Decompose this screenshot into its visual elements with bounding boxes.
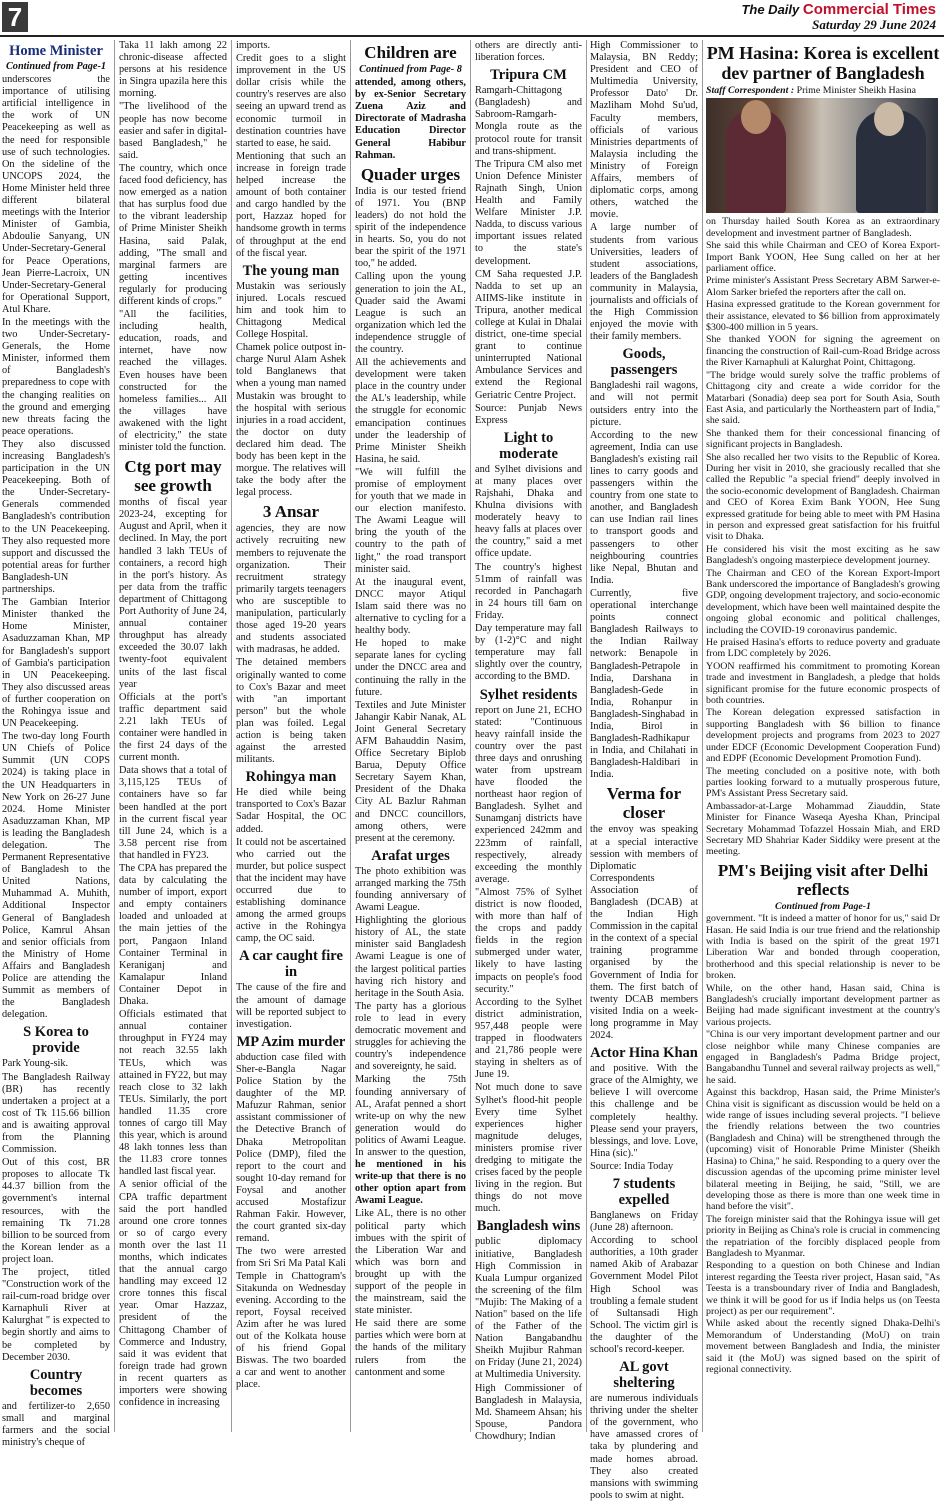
issue-date: Saturday 29 June 2024	[812, 17, 936, 32]
paragraph: imports.	[236, 40, 271, 51]
paragraph: He hoped to make separate lanes for cycling under the DNCC area and continuing the rally in the future.	[355, 638, 466, 698]
paragraph: the envoy was speaking at a special interactive session with members of Diplomatic Correspondents Association of Bangladesh (DCAB) at the Indian High Commission in the capital in the context of a special training programme organised by the Government of India for them. The first batch of twenty DCAB members visited India on a week-long programme in May 2024.	[590, 824, 698, 1042]
paragraph: Prime minister's Assistant Press Secretary ABM Sarwer-e-Alom Sarker briefed the reporters after the call on.	[706, 275, 940, 298]
paragraph: The detained members originally wanted to come to Cox's Bazar and meet with "an important person" but the whole plan was foiled. Legal action is being taken against the arrested militants.	[236, 657, 346, 766]
paragraph: Day temperature may fall by (1-2)°C and night temperature may fall slightly over the country, according to the BMD.	[475, 623, 582, 683]
paragraph: Out of this cost, BR proposes to allocate Tk 44.37 billion from the government's internal resources, with the remaining Tk 71.28 billion to be sourced from the Korean lender as a project loan.	[2, 1157, 110, 1265]
paragraph: In the meetings with the two Under-Secretary-Generals, the Home Minister, informed them of Bangladesh's preparedness to cope with the changing realities on the ground and emerging new threats facing the peace operations.	[2, 316, 110, 437]
paragraph: others are directly anti-liberation forces.	[475, 40, 582, 64]
masthead	[0, 0, 944, 36]
byline-lead: Prime Minister Sheikh Hasina	[796, 85, 916, 96]
paragraph: "We will fulfill the promise of employment for youth that we made in our election manifesto. The Awami League will bring the youth of the country to the path of light," the road transport minister said.	[355, 466, 466, 575]
newspaper-brand[interactable]	[741, 1, 936, 18]
paragraph: CM Saha requested J.P. Nadda to set up an AIIMS-like institute in Tripura, another medical college at Kulai in Dhalai district, one-time special grant to continue uninterrupted National Ambulance Services and extend the Regional Geriatric Centre Project.	[475, 268, 582, 401]
paragraph: High Commissioner to Malaysia, BN Reddy; President and CEO of Multimedia University, Professor Dato' Dr. Mazliham Mohd Su'ud, Faculty members, officials of various Ministries departments of Malaysia including the Ministry of Foreign Affairs, members of diplomatic corps, among others, watched the movie.	[590, 40, 698, 221]
paragraph: YOON reaffirmed his commitment to promoting Korean trade and investment in Bangladesh, a pledge that holds significant promise for the future economic prospects of both countries.	[706, 660, 940, 707]
paragraph: Mustakin was seriously injured. Locals rescued him and took him to Chittagong Medical College Hospital.	[236, 280, 346, 341]
column-divider	[350, 40, 351, 1432]
paragraph: public diplomacy initiative, Bangladesh High Commission in Kuala Lumpur organized the screening of the film "Mujib: The Making of a Nation" based on the life of the Father of the Nation Bangabandhu Sheikh Mujibur Rahman on Friday (June 21, 2024) at Multimedia University.	[475, 1236, 582, 1381]
paragraph: Mentioning that such an increase in foreign trade helped increase the amount of both container and cargo handled by the port, Hazzaz hoped for handsome growth in terms of throughput at the end of the fiscal year.	[236, 150, 346, 259]
paragraph: Chamek police outpost in-charge Nurul Alam Ashek told Banglanews that when a young man named Mustakin was brought to the hospital with serious injuries in a road accident, the doctor on duty declared him dead. The body has been kept in the morgue. The relatives will take the body after the legal process.	[236, 342, 346, 499]
paragraph: Responding to a question on both Chinese and Indian interest regarding the Teesta river project, Hasan said, "As Teesta is a transboundary river of India and Bangladesh, we think it will be good for us if India helps us (on Teesta project) as per our requirement".	[706, 1260, 940, 1317]
continued-note: Continued from Page-1	[774, 900, 871, 912]
paragraph: The photo exhibition was arranged marking the 75th founding anniversary of Awami League.	[355, 865, 466, 914]
paragraph: and fertilizer-to 2,650 small and marginal farmers and the social ministry's cheque of	[2, 1400, 110, 1449]
continued-note: Continued from Page-1	[5, 61, 107, 72]
paragraph: Currently, five operational interchange points connect Bangladesh Railways to the Indian Railway network: Benapole in Bangladesh-Petrapole in India, Darshana in Bangladesh-Gede in India, Rohanpur in Bangladesh-Singhabad in India, Birol in Bangladesh-Radhikapur in India, and Chilahati in Bangladesh-Haldibari in India.	[590, 587, 698, 781]
headline-car-fire[interactable]: A car caught fire in	[239, 948, 343, 981]
paragraph: Source: Punjab News Express	[475, 402, 582, 426]
headline-ctg-port[interactable]: Ctg port may see growth	[124, 457, 222, 496]
headline-verma[interactable]: Verma for closer	[606, 784, 682, 823]
headline-bangladesh-wins[interactable]: Bangladesh wins	[476, 1218, 581, 1235]
headline-goods-passengers[interactable]: Goods, passengers	[610, 346, 678, 379]
paragraph: The cause of the fire and the amount of damage will be reported subject to investigation.	[236, 982, 346, 1030]
paragraph: Like AL, there is no other political party which imbues with the spirit of the Liberation War and which was born and brought up with the support of the people in the mainstream, said the state minister.	[355, 1208, 466, 1317]
headline-tripura-cm[interactable]: Tripura CM	[490, 67, 567, 84]
paragraph: A senior official of the CPA traffic department said the port handled around one crore tonnes or so of cargo every month over the last 11 months, which indicates that the annual cargo handling may exceed 12 crore tonnes this fiscal year. Omar Hazzaz, president of the Chittagong Chamber of Commerce and Industry, said it was evident that foreign trade had grown in recent quarters as importers were showing confidence in increasing	[119, 1179, 227, 1409]
column-divider	[702, 40, 703, 1432]
brand-name: Commercial Times	[802, 1, 936, 18]
paragraph: The CPA has prepared the data by calculating the number of import, export and empty containers loaded and unloaded at the main jetties of the port, Pangaon Inland Container Terminal in Keraniganj and Kamalapur Inland Container Depot in Dhaka.	[119, 863, 227, 1008]
paragraph: on Thursday hailed South Korea as an extraordinary development and investment partner of Bangladesh.	[706, 216, 940, 239]
paragraph: Against this backdrop, Hasan said, the Prime Minister's China visit is significant as discussion would be held on a wide range of issues including several projects. "I believe the friendly relations between the two countries (Bangladesh and China) will be strengthened through the (upcoming) visit of Honorable Prime Minister (Sheikh Hasina) to China," he said. Responding to a query over the discussion agendas of the upcoming prime minister level bilateral meeting in Beijing, he said, "Still, we are developing those as there is more than one week time in hand before the visit".	[706, 1087, 940, 1213]
paragraph: government. "It is indeed a matter of honor for us," said Dr Hasan. He said India is our true friend and the relationship with India is based on the spirit of the great 1971 Liberation War and bonded through cooperation, brotherhood and this special relationship is never to be broken.	[706, 913, 940, 982]
paragraph: She also recalled her two visits to the Republic of Korea. During her visit in 2010, she graciously recalled that she called the Republic "a special friend" deeply involved in the socio-economic development of Bangladesh. Chairman and CEO of Korea Exim Bank YOON, Hee Sung expressed gratitude for being able to meet with PM Hasina in person and expressed great satisfaction for his fruitful visit to Dhaka.	[706, 451, 940, 543]
headline-rohingya-man[interactable]: Rohingya man	[245, 769, 337, 786]
headline-pm-hasina-korea[interactable]: PM Hasina: Korea is excellent dev partner of Bangladesh	[706, 43, 940, 83]
column-5	[475, 40, 582, 1442]
paragraph: The two-day long Fourth UN Chiefs of Police Summit (UN COPS 2024) is taking place in the UN Headquarters in New York on 26-27 June 2024. Home Minister Asaduzzaman Khan, MP is leading the Bangladesh delegation. The Permanent Representative of Bangladesh to the United Nations, Muhammad A. Muhith, Additional Inspector General of Bangladesh Police, Kamrul Ahsan and senior officials from the Ministry of Home Affairs and Bangladesh Police are attending the Summit as members of the Bangladesh delegation.	[2, 731, 110, 1021]
paragraph: While, on the other hand, Hasan said, China is Bangladesh's crucially important development partner as Beijing had made significant investment at the country's various projects.	[706, 982, 940, 1028]
paragraph: While asked about the recently signed Dhaka-Delhi's Memorandum of Understanding (MoU) on train movement between Bangladesh and India, the minister said it (the MoU) was signed based on the spirit of regional connectivity.	[706, 1318, 940, 1375]
headline-s-korea[interactable]: S Korea to provide	[23, 1024, 89, 1057]
paragraph: Credit goes to a slight improvement in the US dollar crisis while the country's reserves are also seeing an upward trend as economic turmoil in destination countries have started to ease, he said.	[236, 53, 346, 149]
paragraph: Textiles and Jute Minister Jahangir Kabir Nanak, AL Joint General Secretary AFM Bahauddin Nasim, Office Secretary Biplob Barua, Deputy Office Secretary Sayem Khan, President of the Dhaka City AL Bazlur Rahman and DNCC councillors, among others, were present at the ceremony.	[355, 699, 466, 844]
paragraph: and positive. With the grace of the Almighty, we believe I will overcome this challenge and be completely healthy. Please send your prayers, blessings, and love. Love, Hina (sic)."	[590, 1063, 698, 1159]
paragraph: are numerous individuals thriving under the shelter of the government, who have amassed crores of taka by plundering and made homes abroad. They also created mansions with swimming pools to swim at night.	[590, 1393, 698, 1501]
headline-children[interactable]: Children are	[364, 43, 457, 62]
paragraph: The meeting concluded on a positive note, with both parties looking forward to a mutually prosperous future, PM's Assistant Press Secretary said.	[706, 765, 940, 800]
paragraph: All the achievements and development were taken place in the country under the AL's leadership, while the struggle for economic emancipation continues under the leadership of Prime Minister Sheikh Hasina, he said.	[355, 357, 466, 465]
column-divider	[586, 40, 587, 1432]
brand-the-daily: The Daily	[741, 2, 800, 17]
paragraph: According to the new agreement, India can use Bangladesh's existing rail lines to carry goods and passengers within the country from one state to another, and Bangladesh can use Indian rail lines to transport goods and passengers to other neighbouring countries like Nepal, Bhutan and India.	[590, 429, 698, 586]
masthead-rule	[0, 35, 944, 37]
paragraph: report on June 21, ECHO stated: "Continuous heavy rainfall inside the country over the past three days and onrushing water from upstream have flooded the northeast haor region of Bangladesh. Sylhet and Sunamganj districts have experienced 242mm and 223mm of rainfall, respectively, already exceeding the monthly average.	[475, 704, 582, 885]
paragraph: Bangladeshi rail wagons, and will not permit outsiders entry into the picture.	[590, 380, 698, 428]
headline-quader[interactable]: Quader urges	[360, 164, 461, 184]
paragraph: They also discussed increasing Bangladesh's participation in the UN Peacekeeping. Both of the Under-Secretary-Generals commended Bangladesh's contribution to the UN Peacekeeping. They also requested more support and discussed the potential areas for further Bangladesh-UN partnerships.	[2, 438, 110, 596]
column-2	[119, 40, 227, 1435]
paragraph: The country's highest 51mm of rainfall was recorded in Panchagarh in 24 hours till 6am on Friday.	[475, 561, 582, 621]
paragraph: According to school authorities, a 10th grader named Akib of Arabazar Government Model Pilot High School was troubling a female student of Sultansadi High School. The victim girl is the daughter of the school's record-keeper.	[590, 1235, 698, 1355]
headline-3-ansar[interactable]: 3 Ansar	[262, 502, 320, 522]
continued-note: Continued from Page- 8	[359, 64, 462, 75]
paragraph: Data shows that a total of 3,115,125 TEUs of containers have so far been handled at the port in the current fiscal year till June 24, which is a 3.58 percent rise from that handled in FY23.	[119, 765, 227, 861]
paragraph: "China is our very important development partner and our close neighbor while many Chinese companies are engaged in Bangladesh's Padma Bridge project, Bangabandhu Tunnel and several railway projects as well," he said.	[706, 1029, 940, 1086]
paragraph: India is our tested friend of 1971. You (BNP leaders) do not hold the spirit of the independence in hearts. So, you do not bear the spirit of the 1971 too," he added.	[355, 185, 466, 270]
paragraph: Taka 11 lakh among 22 chronic-disease affected persons at his residence in Singra upazila here this morning.	[119, 40, 227, 100]
paragraph: "The livelihood of the people has now become easier and safer in digital-based Bangladesh," he said.	[119, 101, 227, 161]
headline-pm-beijing-visit[interactable]: PM's Beijing visit after Delhi reflects	[717, 860, 929, 899]
paragraph: "Almost 75% of Sylhet district is now flooded, with more than half of the crops and paddy fields in the region submerged under water, likely to have lasting impacts on people's food security."	[475, 886, 582, 995]
paragraph: attended, among others, by ex-Senior Secretary Zuena Aziz and Directorate of Madrasha Education Director General Habibur Rahman.	[355, 77, 466, 161]
paragraph: The Chairman and CEO of the Korean Export-Import Bank underscored the importance of Bangladesh's growing GDP, ongoing development trajectory, and socio-economic development, which have been well maintained despite the ongoing global economic and political challenges, including the COVID-19 coronavirus pandemic.	[706, 567, 940, 636]
paragraph: He died while being transported to Cox's Bazar Sadar Hospital, the OC added.	[236, 787, 346, 835]
paragraph: months of fiscal year 2023-24, excepting for August and April, when it declined. In May, the port handled 3 lakh TEUs of containers, a record high in the port's history. As per data from the traffic department of Chittagong Port Authority of June 24, annual container throughput has already exceeded the 30.07 lakh twenty-foot equivalent units of the last fiscal year	[119, 497, 227, 690]
paragraph: Hasina expressed gratitude to the Korean government for their assistance, elevated to $6 billion from approximately $300-400 million in 5 years.	[706, 299, 940, 334]
paragraph: Source: India Today	[590, 1160, 674, 1172]
paragraph: She thanked them for their concessional financing of significant projects in Bangladesh.	[706, 427, 940, 451]
column-divider	[114, 40, 115, 1432]
headline-country-becomes[interactable]: Country becomes	[29, 1366, 83, 1399]
headline-mp-azim[interactable]: MP Azim murder	[236, 1033, 346, 1050]
column-1	[2, 40, 110, 1449]
paragraph: and Sylhet divisions and at many places over Rajshahi, Dhaka and Khulna divisions with moderately heavy to heavy falls at places over the country," said a met office update.	[475, 463, 582, 560]
paragraph: The two were arrested from Sri Sri Ma Patal Kali Temple in Chattogram's Sitakunda on Wednesday evening. According to the report, Foysal received Azim after he was lured out of the Kolkata house of his friend Gopal Biswas. The two boarded a car and went to another place.	[236, 1246, 346, 1391]
paragraph: Ambassador-at-Large Mohammad Ziauddin, State Minister for Finance Waseqa Ayesha Khan, Principal Secretary Mohammad Tofazzel Hossain Miah, and ERD Secretary MD Shahriar Kader Siddiky were present at the meeting.	[706, 800, 940, 858]
paragraph-bold-text: he mentioned in his write-up that there is no other option apart from Awami League.	[355, 1159, 466, 1207]
column-3	[236, 40, 346, 1435]
paragraph: Officials estimated that annual container throughput in FY24 may not reach 32.55 lakh TEUs, which was attained in FY22, but may reach close to 32 lakh TEUs. Similarly, the port handled 11.35 crore tonnes of cargo till May this year, which is around 48 lakh tonnes less than the 11.83 crore tonnes handled last fiscal year.	[119, 1009, 227, 1178]
paragraph: According to the Sylhet district administration, 957,448 people were trapped in floodwaters and 21,786 people were staying in shelters as of June 19.	[475, 996, 582, 1081]
paragraph: He praised Hasina's efforts to reduce poverty and graduate from LDC completely by 2026.	[706, 637, 940, 660]
paragraph: At the inaugural event, DNCC mayor Atiqul Islam said there was no alternative to cycling for a healthy body.	[355, 576, 466, 637]
page-number: 7	[2, 2, 28, 32]
headline-arafat[interactable]: Arafat urges	[371, 847, 450, 864]
news-photo	[706, 98, 938, 213]
headline-home-minister[interactable]: Home Minister	[9, 43, 103, 59]
paragraph: He said there are some parties which were born at the hands of the military rulers from the cantonment and some	[355, 1318, 466, 1378]
paragraph: underscores the importance of utilising artificial intelligence in the work of UN Peacekeeping as well as the need for responsible use of such technologies. On the sideline of the UNCOPS 2024, the Home Minister held three different bilateral meetings with the Interior Minister of Gambia, Abdoulie Sanyang, UN Under-Secretary-General for Peace Operations, Jean Pierre-Lacroix, UN Under-Secretary-General for Operational Support, Atul Khare.	[2, 74, 110, 315]
paragraph: The party has a glorious role to lead in every democratic movement and struggles for achieving the country's independence and sovereignty, he said.	[355, 1000, 466, 1073]
paragraph: The Korean delegation expressed satisfaction in supporting Bangladesh with $6 billion to finance development projects and programs from 2023 to 2027 under EDCF (Economic Development Cooperation Fund) and EDPF (Economic Development Promotion Fund).	[706, 707, 940, 765]
column-4	[355, 40, 466, 1435]
headline-actor-hina-khan[interactable]: Actor Hina Khan	[590, 1045, 698, 1062]
paragraph: The Tripura CM also met Union Defence Minister Rajnath Singh, Union Health and Family Welfare Minister J.P. Nadda, to discuss various important issues related to the state's development.	[475, 158, 582, 267]
paragraph: Not much done to save Sylhet's flood-hit people Every time Sylhet experiences higher magnitude deluges, ministers promise river dredging to mitigate the crises faced by the people living in the region. But things do not move much.	[475, 1082, 582, 1215]
column-divider	[470, 40, 471, 1432]
paragraph: The project, titled "Construction work of the rail-cum-road bridge over Karnaphuli River at Kalurghat " is expected to begin shortly and aims to be completed by December 2030.	[2, 1267, 110, 1363]
paragraph-text: Marking the 75th founding anniversary of AL, Arafat penned a short write-up on why the new generation would do politics of Awami League. In answer to the question,	[355, 1074, 466, 1158]
paragraph: He considered his visit the most exciting as he saw Bangladesh's ongoing masterpiece development journey.	[706, 543, 940, 567]
headline-sylhet-residents[interactable]: Sylhet residents	[479, 686, 578, 703]
column-6	[590, 40, 698, 1501]
headline-al-govt-sheltering[interactable]: AL govt sheltering	[613, 1359, 675, 1392]
paragraph: It could not be ascertained who carried out the murder, but police suspect that the incident may have occurred due to establishing dominance among the armed groups active in the Rohingya camp, the OC said.	[236, 836, 346, 945]
paragraph: Banglanews on Friday (June 28) afternoon.	[590, 1209, 698, 1234]
headline-young-man[interactable]: The young man	[242, 262, 340, 279]
paragraph: High Commissioner of Bangladesh in Malaysia, Md. Shameem Ahsan; his Spouse, Pandora Chowdhury; Indian	[475, 1382, 582, 1442]
paragraph: She thanked YOON for signing the agreement on financing the construction of Rail-cum-Road Bridge across the River Karnaphuli at Kalurghat Point, Chittagong.	[706, 334, 940, 369]
paragraph: Calling upon the young generation to join the AL, Quader said the Awami League is such an organization which led the independence struggle of the country.	[355, 271, 466, 355]
paragraph: abduction case filed with Sher-e-Bangla Nagar Police Station by the daughter of the MP. Mafuzur Rahman, senior assistant commissioner of the Detective Branch of Dhaka Metropolitan Police (DMP), filed the report to the court and sought 10-day remand for Foysal and another accused Mostafizur Rahman Fakir. However, the court granted six-day remand.	[236, 1051, 346, 1245]
headline-students-expelled[interactable]: 7 students expelled	[612, 1175, 676, 1208]
paragraph: Ramgarh-Chittagong (Bangladesh) and Sabroom-Ramgarh-Mongla route as the protocol route for transit and trans-shipment.	[475, 85, 582, 157]
paragraph: agencies, they are now actively recruiting new members to rejuvenate the organization. Their recruitment strategy primarily targets teenagers who are susceptible to manipulation, particularly those aged 19-20 years and students associated with madrasas, he added.	[236, 523, 346, 656]
paragraph: A large number of students from various Universities, leaders of student associations, leaders of the Bangladesh community in Malaysia, journalists and officials of the High Commission enjoyed the movie with their family members.	[590, 222, 698, 343]
column-7	[706, 40, 940, 1435]
paragraph	[355, 1074, 466, 1207]
headline-light-to-moderate[interactable]: Light to moderate	[499, 429, 558, 462]
paragraph: Park Young-sik.	[2, 1058, 69, 1070]
paragraph: "All the facilities, including health, education, roads, and internet, have now reached the villages. Even houses have been constructed for the homeless families... All the villages have awakened with the light of electricity," the state minister told the function.	[119, 309, 227, 454]
paragraph: The Gambian Interior Minister thanked the Home Minister, Asaduzzaman Khan, MP for Bangladesh's support of Gambia's participation in UN Peacekeeping. They also discussed areas of further cooperation on the Rohingya issue and UN Peacekeeping.	[2, 597, 110, 730]
paragraph: She said this while Chairman and CEO of Korea Export-Import Bank YOON, Hee Sung called on her at her parliament office.	[706, 240, 940, 275]
byline-label: Staff Correspondent :	[706, 85, 795, 96]
paragraph: Highlighting the glorious history of AL, the state minister said Bangladesh Awami League is one of the largest political parties having rich history and heritage in the South Asia.	[355, 915, 466, 999]
paragraph: The country, which once faced food deficiency, has now emerged as a nation that has surplus food due to the vibrant leadership of Prime Minister Sheikh Hasina, said Palak, adding, "The small and marginal farmers are getting incentives regularly for producing different kinds of crops."	[119, 162, 227, 307]
paragraph: The Bangladesh Railway (BR) has recently undertaken a project at a cost of Tk 115.66 billion and is awaiting approval from the Planning Commission.	[2, 1071, 110, 1156]
column-divider	[231, 40, 232, 1432]
paragraph: The foreign minister said that the Rohingya issue will get priority in Beijing as China's role is crucial in commencing the repatriation of the forcibly displaced people from Bangladesh to Myanmar.	[706, 1213, 940, 1259]
paragraph: "The bridge would surely solve the traffic problems of Chittagong city and create a wide corridor for the Matarbari (Sonadia) deep sea port for South Asia, South East Asia, and particularly the Northeastern part of India," she said.	[706, 369, 940, 427]
byline	[706, 85, 940, 96]
paragraph: Officials at the port's traffic department said 2.21 lakh TEUs of container were handled in the first 24 days of the current month.	[119, 691, 227, 764]
